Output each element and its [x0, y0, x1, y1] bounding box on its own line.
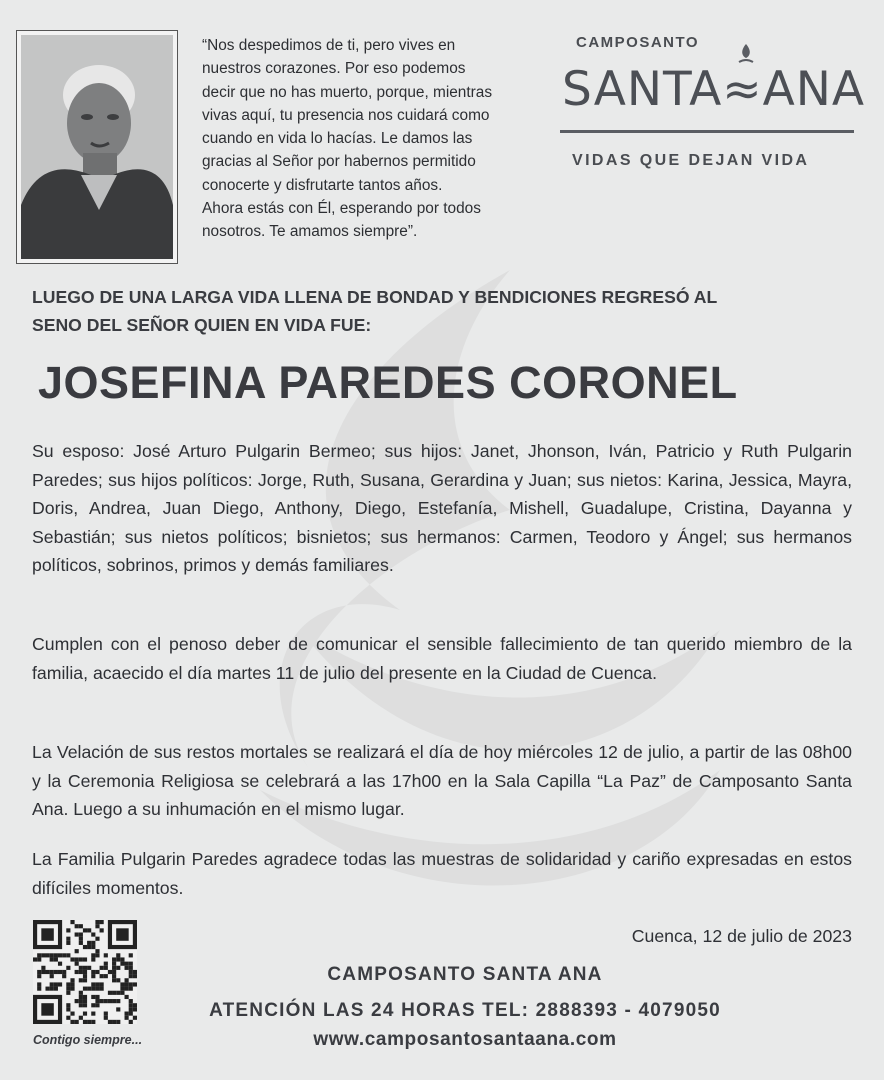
portrait-photo: [21, 35, 173, 259]
footer-website[interactable]: www.camposantosantaana.com: [313, 1029, 617, 1050]
qr-code[interactable]: [33, 920, 137, 1024]
portrait-frame: [16, 30, 178, 264]
thanks-paragraph: La Familia Pulgarin Paredes agradece todas las muestras de solidaridad y cariño expresadas en estos difíciles momentos.: [32, 849, 852, 898]
announcement-paragraph: Cumplen con el penoso deber de comunicar el sensible fallecimiento de tan querido miembro de la familia, acaecido el día martes 11 de julio del presente en la Ciudad de Cuenca.: [32, 634, 852, 683]
qr-caption: Contigo siempre...: [33, 1033, 143, 1047]
footer-phone: ATENCIÓN LAS 24 HORAS TEL: 2888393 - 4079050: [209, 1000, 721, 1021]
wake-paragraph: La Velación de sus restos mortales se realizará el día de hoy miércoles 12 de julio, a partir de las 08h00 y la Ceremonia Religiosa se celebrará a las 17h00 en la Sala Capilla “La Paz” de Camposanto Santa Ana. Luego a su inhumación en el mismo lugar.: [32, 742, 852, 819]
logo-kicker: CAMPOSANTO: [576, 34, 700, 51]
intro-heading: LUEGO DE UNA LARGA VIDA LLENA DE BONDAD Y BENDICIONES REGRESÓ AL SENO DEL SEÑOR QUIEN EN VIDA FUE:: [32, 287, 718, 335]
logo-divider: [560, 130, 854, 133]
family-paragraph: Su esposo: José Arturo Pulgarin Bermeo; sus hijos: Janet, Jhonson, Iván, Patricio y Ruth Pulgarin Paredes; sus hijos políticos: Jorge, Ruth, Susana, Gerardina y Juan; sus nietos: Karina, Jessica, Mayra, Doris, Andrea, Juan Diego, Anthony, Diego, Estefanía, Mishell, Guadalupe, Cristina, Dayanna y Sebastián; sus nietos políticos; bisnietos; sus hermanos: Carmen, Teodoro y Ángel; sus hermanos políticos, sobrinos, primos y demás familiares.: [32, 441, 852, 575]
deceased-name: JOSEFINA PAREDES CORONEL: [38, 357, 738, 408]
memorial-quote: “Nos despedimos de ti, pero vives en nuestros corazones. Por eso podemos decir que no has muerto, porque, mientras vivas aquí, tu presencia nos cuidará como cuando en vida lo hacías. Le damos las gracias al Señor por habernos permitido conocerte y disfrutarte tantos años. Ahora estás con Él, esperando por todos nosotros. Te amamos siempre”.: [202, 37, 493, 241]
place-date: Cuenca, 12 de julio de 2023: [631, 926, 852, 946]
footer-name: CAMPOSANTO SANTA ANA: [327, 964, 603, 985]
logo-tagline: VIDAS QUE DEJAN VIDA: [572, 152, 810, 169]
logo-brand: SANTA≈ANA: [562, 62, 866, 117]
